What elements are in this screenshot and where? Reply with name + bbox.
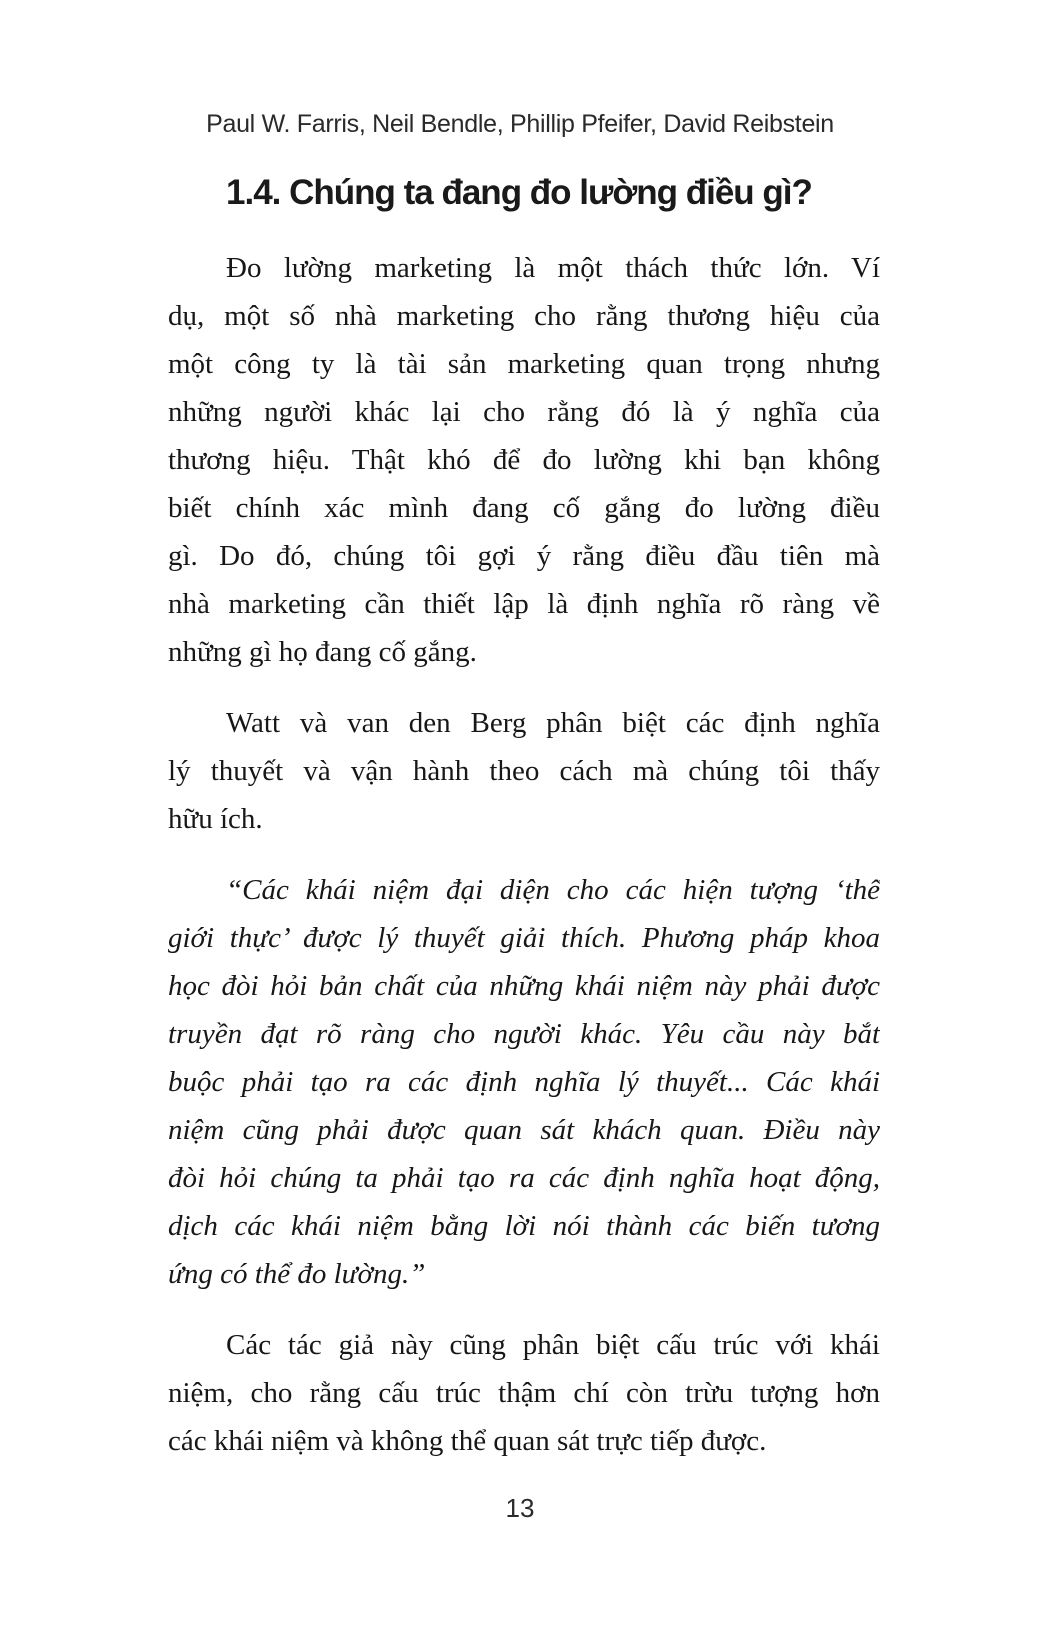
text-line: những người khác lại cho rằng đó là ý nghĩa của (168, 396, 880, 428)
text-line: một công ty là tài sản marketing quan trọng nhưng (168, 348, 880, 380)
quote-paragraph (168, 866, 880, 1298)
text-line: ứng có thể đo lường.” (168, 1258, 426, 1290)
page-number: 13 (505, 1493, 535, 1523)
text-line: dịch các khái niệm bằng lời nói thành các biến tương (168, 1210, 880, 1242)
text-line: học đòi hỏi bản chất của những khái niệm này phải được (168, 970, 880, 1002)
text-line: buộc phải tạo ra các định nghĩa lý thuyết... Các khái (168, 1066, 880, 1098)
paragraph (168, 1321, 880, 1465)
paragraph (168, 244, 880, 676)
text-line: “Các khái niệm đại diện cho các hiện tượng ‘thế (226, 874, 880, 906)
body-paragraphs (168, 244, 880, 1465)
text-line: dụ, một số nhà marketing cho rằng thương hiệu của (168, 300, 880, 332)
text-line: giới thực’ được lý thuyết giải thích. Phương pháp khoa (168, 922, 880, 954)
text-line: niệm, cho rằng cấu trúc thậm chí còn trừu tượng hơn (168, 1377, 880, 1409)
text-line: Đo lường marketing là một thách thức lớn. Ví (226, 252, 880, 284)
running-header-authors: Paul W. Farris, Neil Bendle, Phillip Pfeifer, David Reibstein (206, 110, 834, 138)
section-heading: 1.4. Chúng ta đang đo lường điều gì? (226, 173, 812, 212)
text-line: biết chính xác mình đang cố gắng đo lường điều (168, 492, 880, 524)
text-line: truyền đạt rõ ràng cho người khác. Yêu cầu này bắt (168, 1018, 880, 1050)
text-line: Các tác giả này cũng phân biệt cấu trúc với khái (226, 1329, 880, 1361)
text-column (168, 170, 880, 1465)
text-line: lý thuyết và vận hành theo cách mà chúng tôi thấy (168, 755, 880, 787)
text-line: đòi hỏi chúng ta phải tạo ra các định nghĩa hoạt động, (168, 1162, 880, 1194)
text-line: nhà marketing cần thiết lập là định nghĩa rõ ràng về (168, 588, 880, 620)
text-line: Watt và van den Berg phân biệt các định nghĩa (226, 707, 880, 739)
text-line: niệm cũng phải được quan sát khách quan. Điều này (168, 1114, 880, 1146)
text-line: gì. Do đó, chúng tôi gợi ý rằng điều đầu tiên mà (168, 540, 880, 572)
text-line: các khái niệm và không thể quan sát trực tiếp được. (168, 1425, 767, 1457)
text-line: hữu ích. (168, 803, 263, 835)
paragraph (168, 699, 880, 843)
text-line: thương hiệu. Thật khó để đo lường khi bạn không (168, 444, 880, 476)
text-line: những gì họ đang cố gắng. (168, 636, 477, 668)
